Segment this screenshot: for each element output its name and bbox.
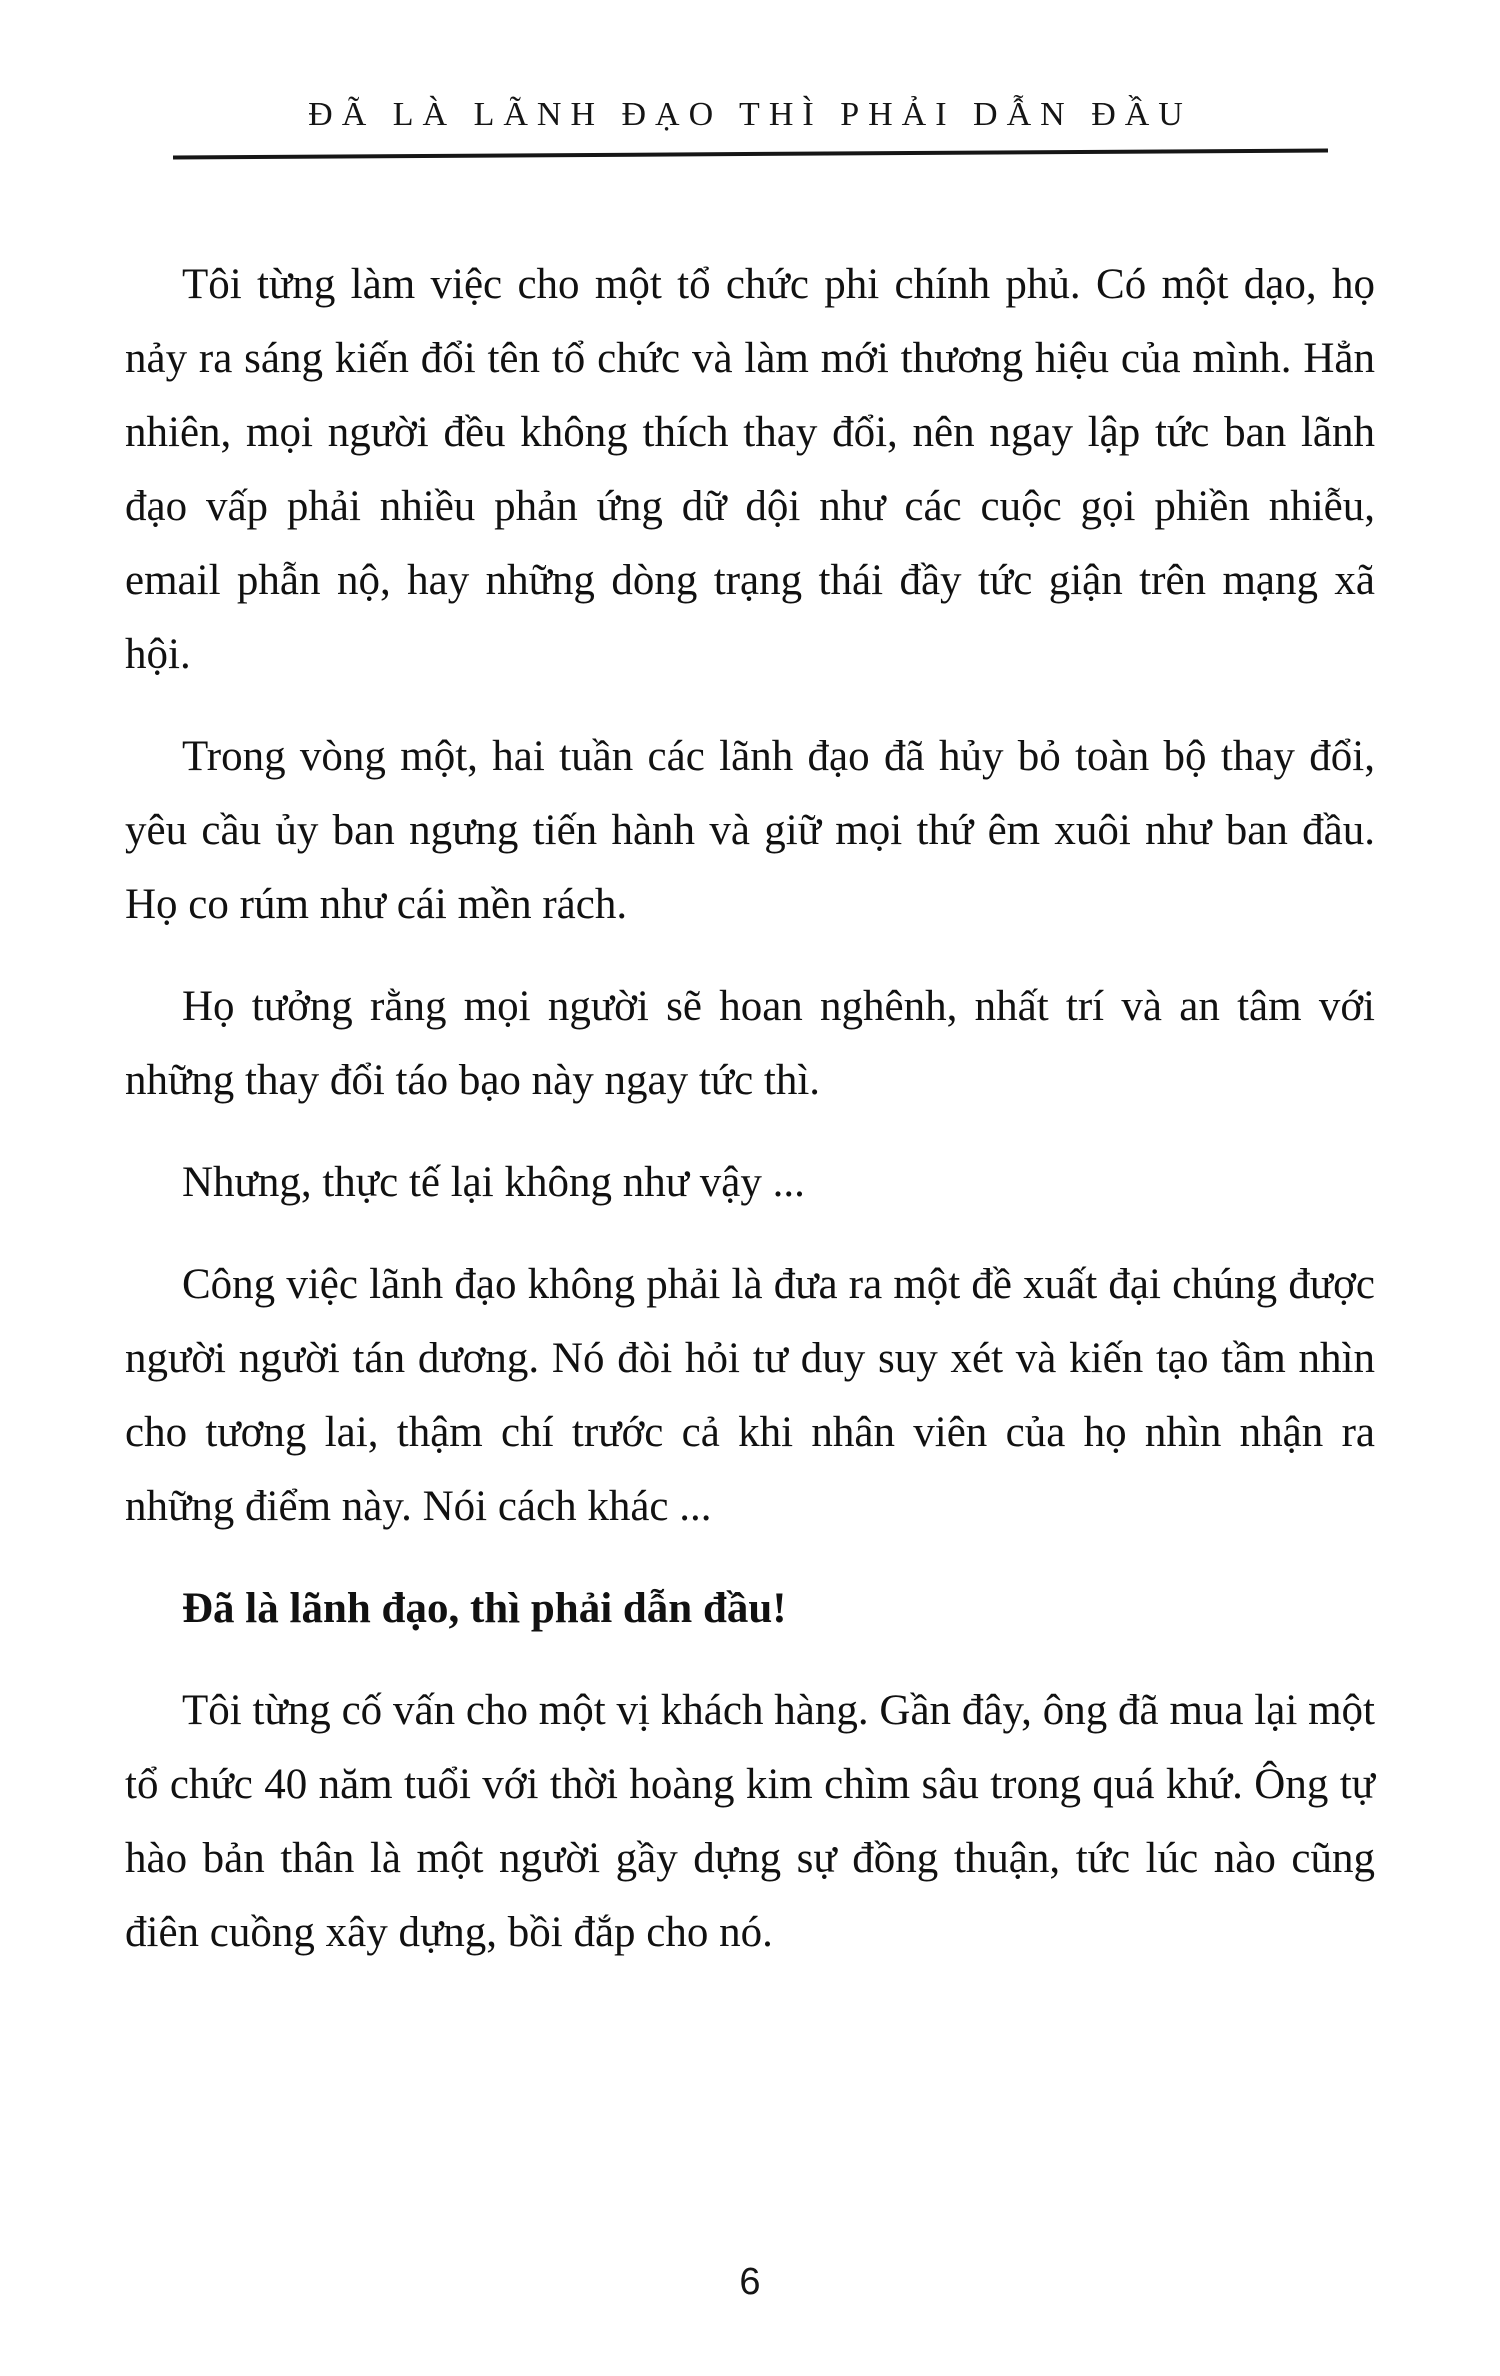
paragraph: Trong vòng một, hai tuần các lãnh đạo đã hủy bỏ toàn bộ thay đổi, yêu cầu ủy ban ngưng tiến hành và giữ mọi thứ êm xuôi như ban đầu. Họ co rúm như cái mền rách. bbox=[125, 733, 1375, 928]
paragraph: Công việc lãnh đạo không phải là đưa ra một đề xuất đại chúng được người người tán dương. Nó đòi hỏi tư duy suy xét và kiến tạo tầm nhìn cho tương lai, thậm chí trước cả khi nhân viên của họ nhìn nhận ra những điểm này. Nói cách khác ... bbox=[125, 1261, 1375, 1530]
page-footer bbox=[0, 2261, 1500, 2304]
running-header-title: ĐÃ LÀ LÃNH ĐẠO THÌ PHẢI DẪN ĐẦU bbox=[308, 96, 1192, 133]
paragraph-emphasis: Đã là lãnh đạo, thì phải dẫn đầu! bbox=[182, 1585, 787, 1632]
page-number: 6 bbox=[739, 2261, 761, 2303]
header-rule bbox=[172, 148, 1327, 159]
page-body bbox=[125, 248, 1375, 1970]
page-header bbox=[0, 0, 1500, 156]
paragraph: Họ tưởng rằng mọi người sẽ hoan nghênh, nhất trí và an tâm với những thay đổi táo bạo này ngay tức thì. bbox=[125, 983, 1375, 1104]
paragraph: Tôi từng cố vấn cho một vị khách hàng. Gần đây, ông đã mua lại một tổ chức 40 năm tuổi với thời hoàng kim chìm sâu trong quá khứ. Ông tự hào bản thân là một người gầy dựng sự đồng thuận, tức lúc nào cũng điên cuồng xây dựng, bồi đắp cho nó. bbox=[125, 1687, 1375, 1956]
paragraph: Nhưng, thực tế lại không như vậy ... bbox=[182, 1159, 805, 1206]
paragraph: Tôi từng làm việc cho một tổ chức phi chính phủ. Có một dạo, họ nảy ra sáng kiến đổi tên tổ chức và làm mới thương hiệu của mình. Hẳn nhiên, mọi người đều không thích thay đổi, nên ngay lập tức ban lãnh đạo vấp phải nhiều phản ứng dữ dội như các cuộc gọi phiền nhiễu, email phẫn nộ, hay những dòng trạng thái đầy tức giận trên mạng xã hội. bbox=[125, 261, 1375, 678]
